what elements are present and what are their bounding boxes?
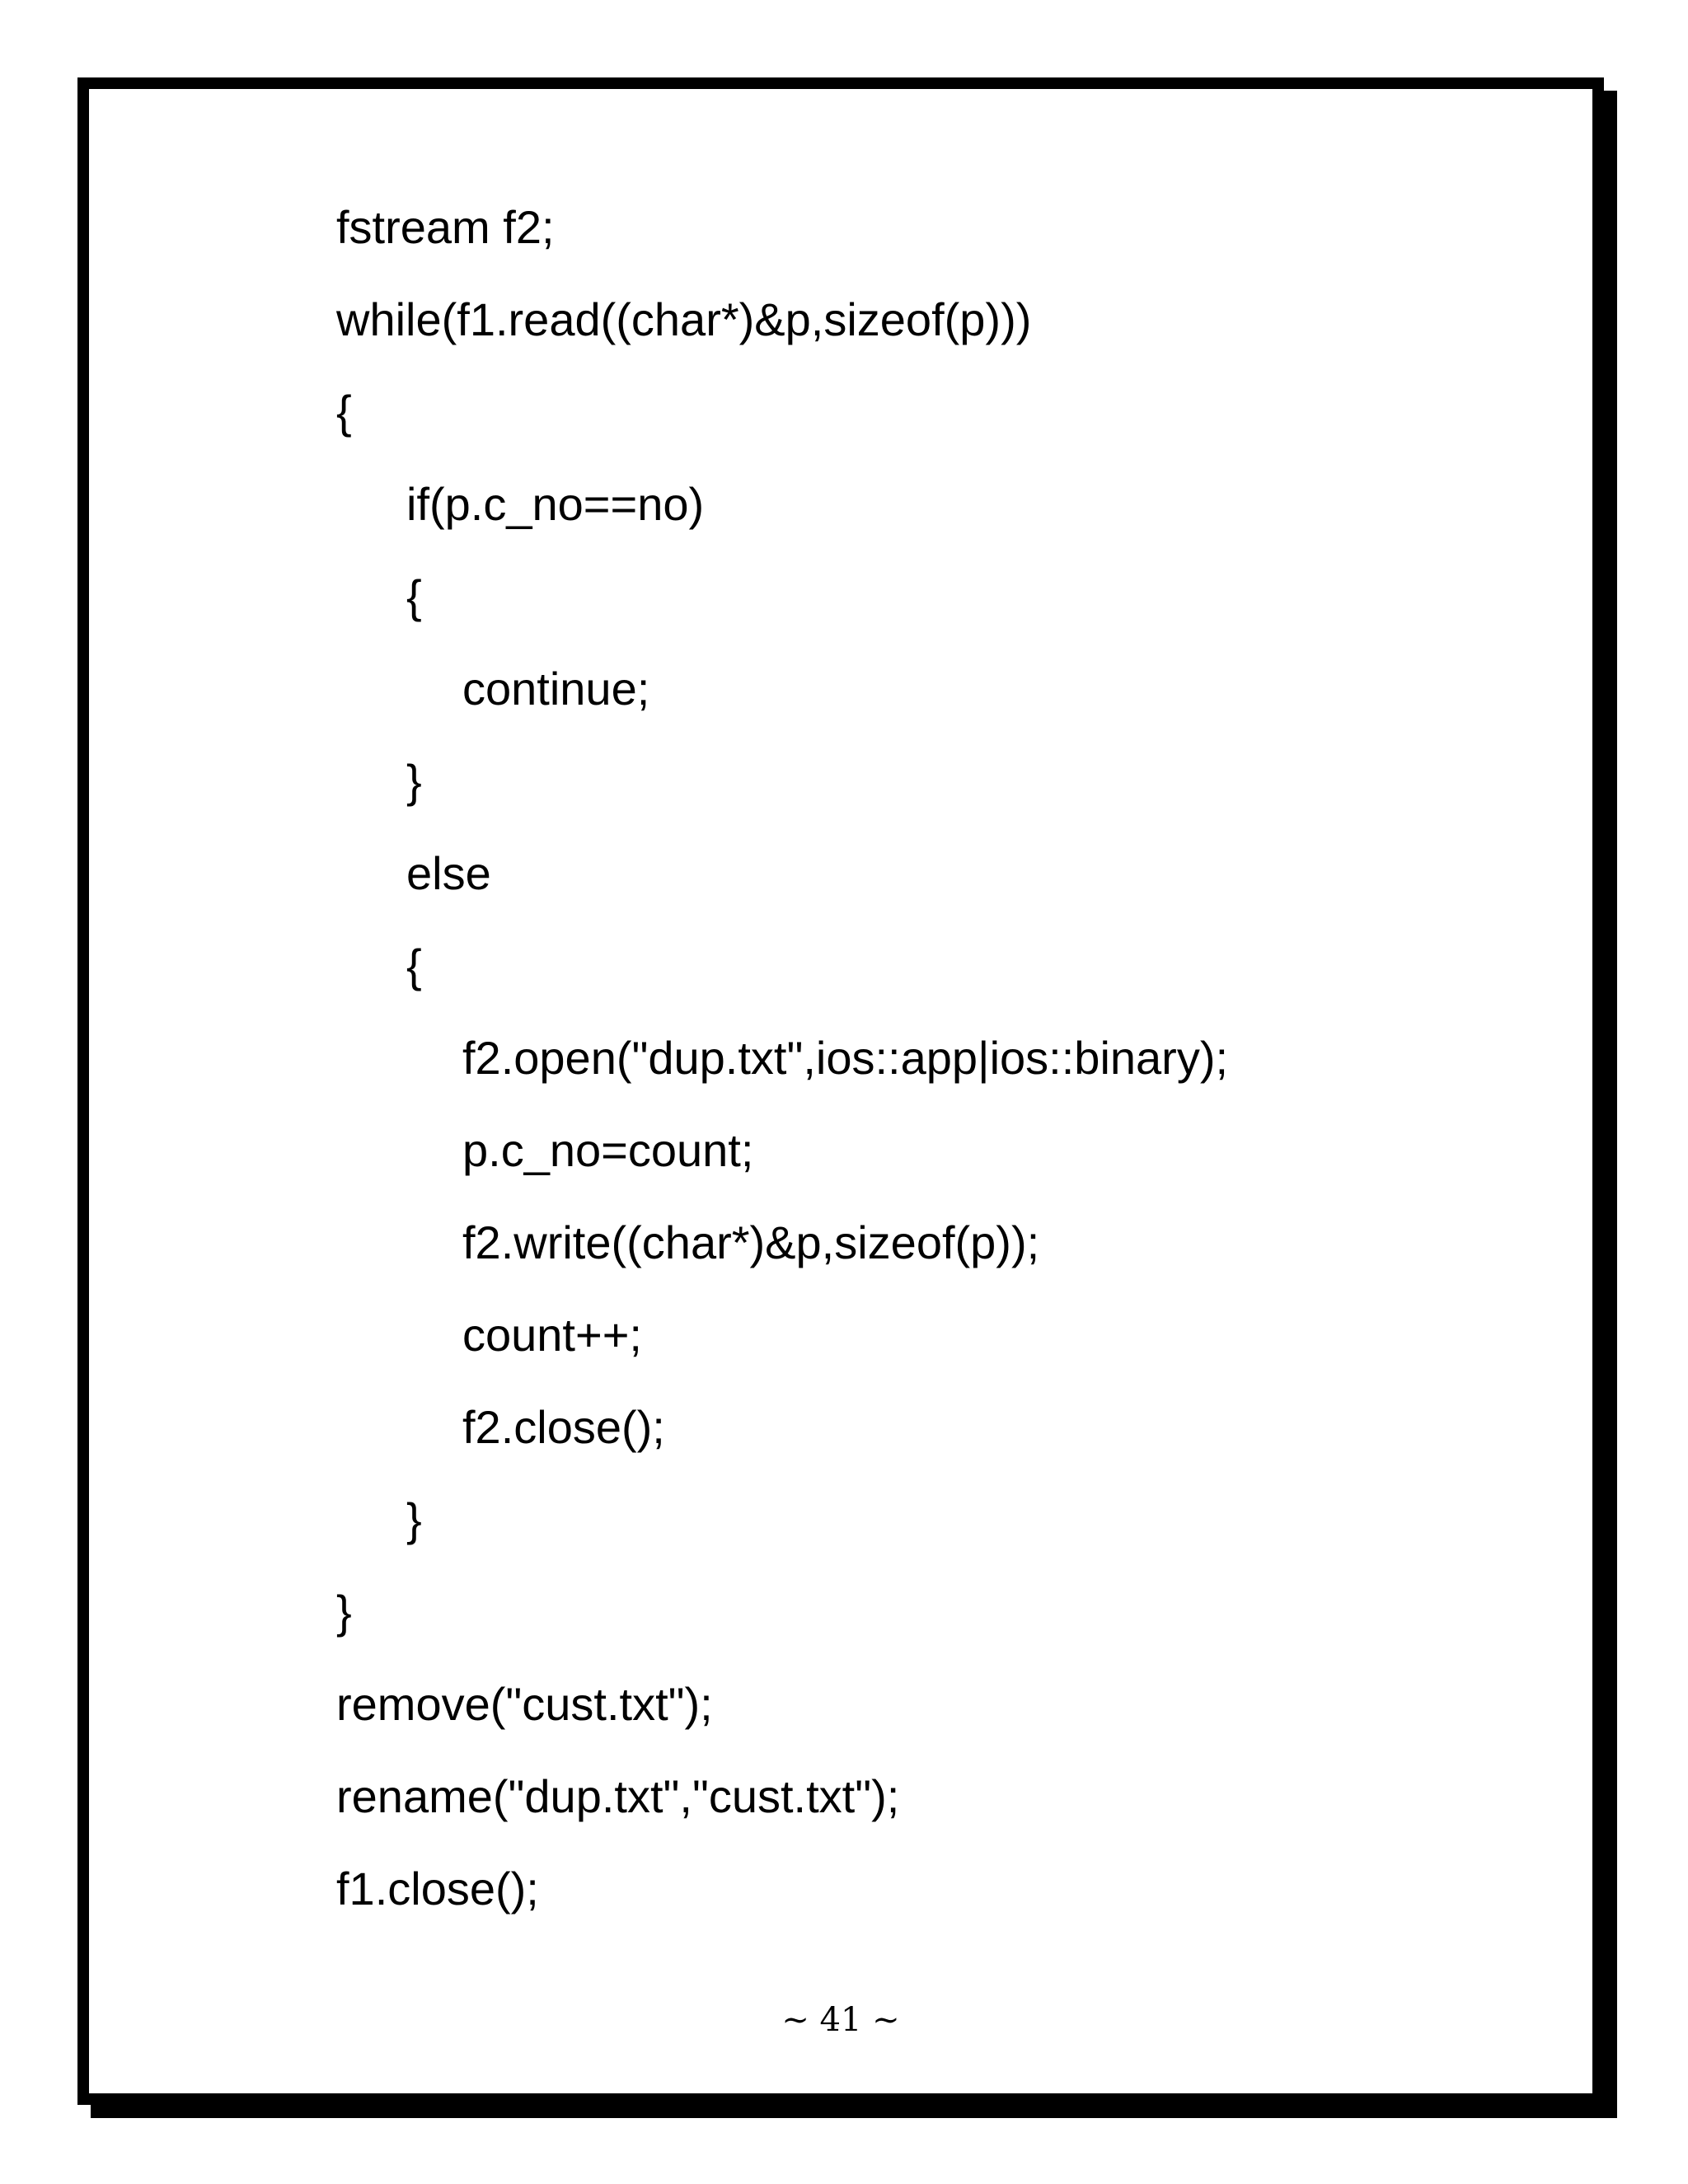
code-line: f2.close(); bbox=[462, 1401, 665, 1453]
code-line: { bbox=[406, 940, 422, 991]
code-line: if(p.c_no==no) bbox=[406, 478, 705, 530]
code-line: } bbox=[406, 755, 422, 807]
code-listing bbox=[89, 89, 1592, 2093]
code-line: f2.write((char*)&p,sizeof(p)); bbox=[462, 1216, 1040, 1268]
code-line: rename("dup.txt","cust.txt"); bbox=[336, 1770, 900, 1822]
code-line: continue; bbox=[462, 663, 650, 715]
code-line: { bbox=[406, 570, 422, 622]
code-line: else bbox=[406, 847, 491, 899]
page-border bbox=[77, 77, 1604, 2105]
code-line: while(f1.read((char*)&p,sizeof(p))) bbox=[336, 293, 1032, 345]
code-line: count++; bbox=[462, 1309, 642, 1361]
page-number: ~ 41 ~ bbox=[781, 2001, 900, 2039]
code-line: f1.close(); bbox=[336, 1863, 539, 1915]
code-line: p.c_no=count; bbox=[462, 1124, 754, 1176]
code-line: } bbox=[336, 1586, 352, 1638]
code-line: fstream f2; bbox=[336, 201, 555, 253]
code-line: remove("cust.txt"); bbox=[336, 1678, 713, 1730]
code-line: f2.open("dup.txt",ios::app|ios::binary); bbox=[462, 1032, 1229, 1084]
code-line: } bbox=[406, 1493, 422, 1545]
code-line: { bbox=[336, 386, 352, 438]
